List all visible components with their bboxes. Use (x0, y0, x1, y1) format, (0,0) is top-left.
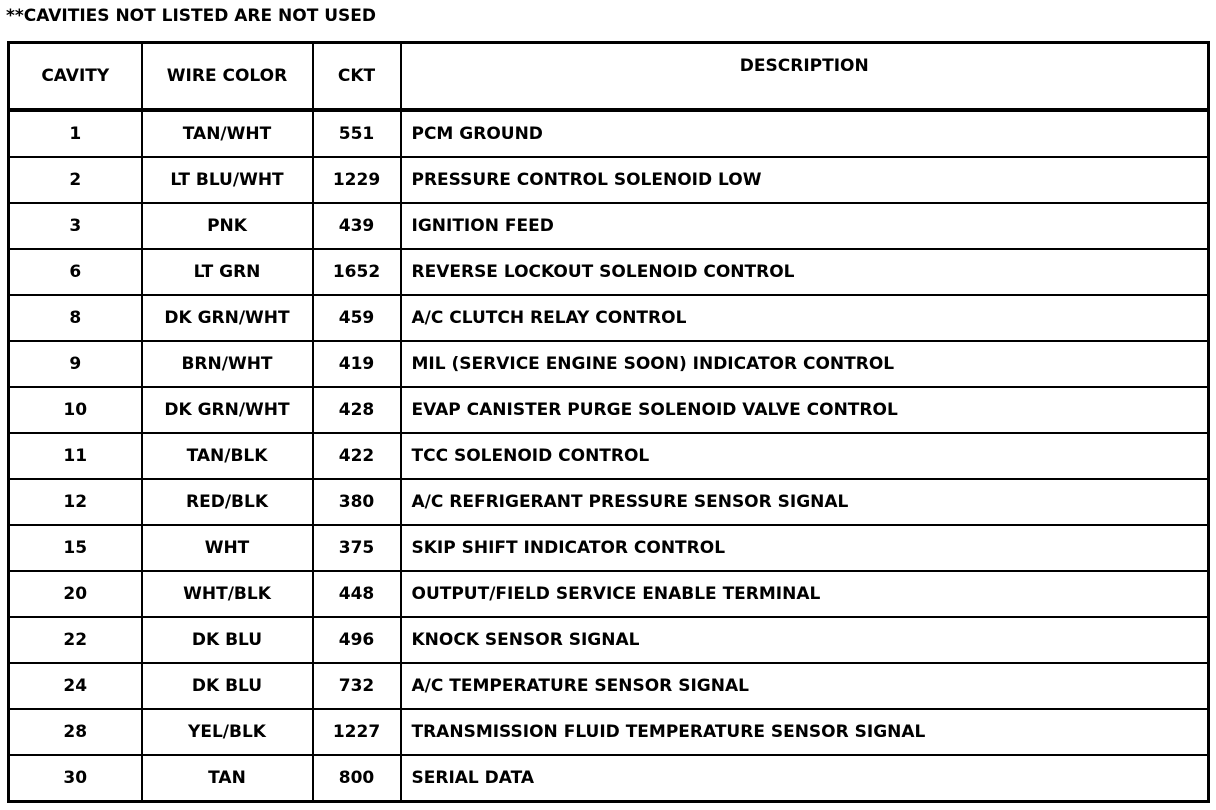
cell-wire-color: TAN/WHT (142, 110, 313, 157)
cell-cavity: 28 (9, 709, 142, 755)
cell-cavity: 9 (9, 341, 142, 387)
cell-description: MIL (SERVICE ENGINE SOON) INDICATOR CONTROL (401, 341, 1209, 387)
cell-cavity: 24 (9, 663, 142, 709)
table-row (9, 295, 1209, 341)
cell-wire-color: DK BLU (142, 617, 313, 663)
header-description: DESCRIPTION (401, 43, 1209, 111)
cell-wire-color: TAN/BLK (142, 433, 313, 479)
cell-description: A/C TEMPERATURE SENSOR SIGNAL (401, 663, 1209, 709)
cell-wire-color: LT BLU/WHT (142, 157, 313, 203)
cell-description: IGNITION FEED (401, 203, 1209, 249)
cell-cavity: 10 (9, 387, 142, 433)
header-row (9, 43, 1209, 111)
table-row (9, 479, 1209, 525)
cell-wire-color: TAN (142, 755, 313, 802)
cell-cavity: 1 (9, 110, 142, 157)
cell-ckt: 1652 (313, 249, 401, 295)
cell-cavity: 12 (9, 479, 142, 525)
cell-cavity: 20 (9, 571, 142, 617)
cell-ckt: 380 (313, 479, 401, 525)
cell-wire-color: LT GRN (142, 249, 313, 295)
cell-wire-color: BRN/WHT (142, 341, 313, 387)
cell-cavity: 11 (9, 433, 142, 479)
connector-pinout-table (7, 41, 1210, 803)
cell-description: KNOCK SENSOR SIGNAL (401, 617, 1209, 663)
cell-ckt: 732 (313, 663, 401, 709)
cell-wire-color: WHT (142, 525, 313, 571)
table-body (9, 110, 1209, 802)
cell-cavity: 22 (9, 617, 142, 663)
table-row (9, 387, 1209, 433)
cell-description: TCC SOLENOID CONTROL (401, 433, 1209, 479)
cell-ckt: 439 (313, 203, 401, 249)
table-row (9, 571, 1209, 617)
cell-description: SKIP SHIFT INDICATOR CONTROL (401, 525, 1209, 571)
cell-ckt: 422 (313, 433, 401, 479)
cell-cavity: 6 (9, 249, 142, 295)
cell-description: A/C REFRIGERANT PRESSURE SENSOR SIGNAL (401, 479, 1209, 525)
cell-description: PCM GROUND (401, 110, 1209, 157)
cell-wire-color: RED/BLK (142, 479, 313, 525)
cell-wire-color: DK GRN/WHT (142, 387, 313, 433)
table-row (9, 341, 1209, 387)
cell-ckt: 1229 (313, 157, 401, 203)
table-row (9, 709, 1209, 755)
table-row (9, 617, 1209, 663)
cell-description: A/C CLUTCH RELAY CONTROL (401, 295, 1209, 341)
note-cavities-not-listed: **CAVITIES NOT LISTED ARE NOT USED (6, 6, 377, 26)
cell-wire-color: DK GRN/WHT (142, 295, 313, 341)
table-row (9, 249, 1209, 295)
cell-description: SERIAL DATA (401, 755, 1209, 802)
cell-description: EVAP CANISTER PURGE SOLENOID VALVE CONTROL (401, 387, 1209, 433)
table-row (9, 663, 1209, 709)
cell-wire-color: PNK (142, 203, 313, 249)
header-ckt: CKT (313, 43, 401, 111)
cell-wire-color: YEL/BLK (142, 709, 313, 755)
header-wire-color: WIRE COLOR (142, 43, 313, 111)
header-cavity: CAVITY (9, 43, 142, 111)
cell-ckt: 496 (313, 617, 401, 663)
cell-cavity: 2 (9, 157, 142, 203)
table-row (9, 433, 1209, 479)
cell-description: PRESSURE CONTROL SOLENOID LOW (401, 157, 1209, 203)
cell-description: OUTPUT/FIELD SERVICE ENABLE TERMINAL (401, 571, 1209, 617)
cell-description: REVERSE LOCKOUT SOLENOID CONTROL (401, 249, 1209, 295)
cell-cavity: 8 (9, 295, 142, 341)
table-row (9, 157, 1209, 203)
cell-cavity: 3 (9, 203, 142, 249)
cell-ckt: 448 (313, 571, 401, 617)
table-row (9, 203, 1209, 249)
cell-ckt: 419 (313, 341, 401, 387)
table-row (9, 525, 1209, 571)
cell-ckt: 800 (313, 755, 401, 802)
cell-wire-color: DK BLU (142, 663, 313, 709)
table-row (9, 110, 1209, 157)
cell-ckt: 428 (313, 387, 401, 433)
cell-cavity: 15 (9, 525, 142, 571)
cell-ckt: 375 (313, 525, 401, 571)
cell-description: TRANSMISSION FLUID TEMPERATURE SENSOR SIGNAL (401, 709, 1209, 755)
table-row (9, 755, 1209, 802)
cell-wire-color: WHT/BLK (142, 571, 313, 617)
cell-cavity: 30 (9, 755, 142, 802)
cell-ckt: 551 (313, 110, 401, 157)
cell-ckt: 1227 (313, 709, 401, 755)
cell-ckt: 459 (313, 295, 401, 341)
